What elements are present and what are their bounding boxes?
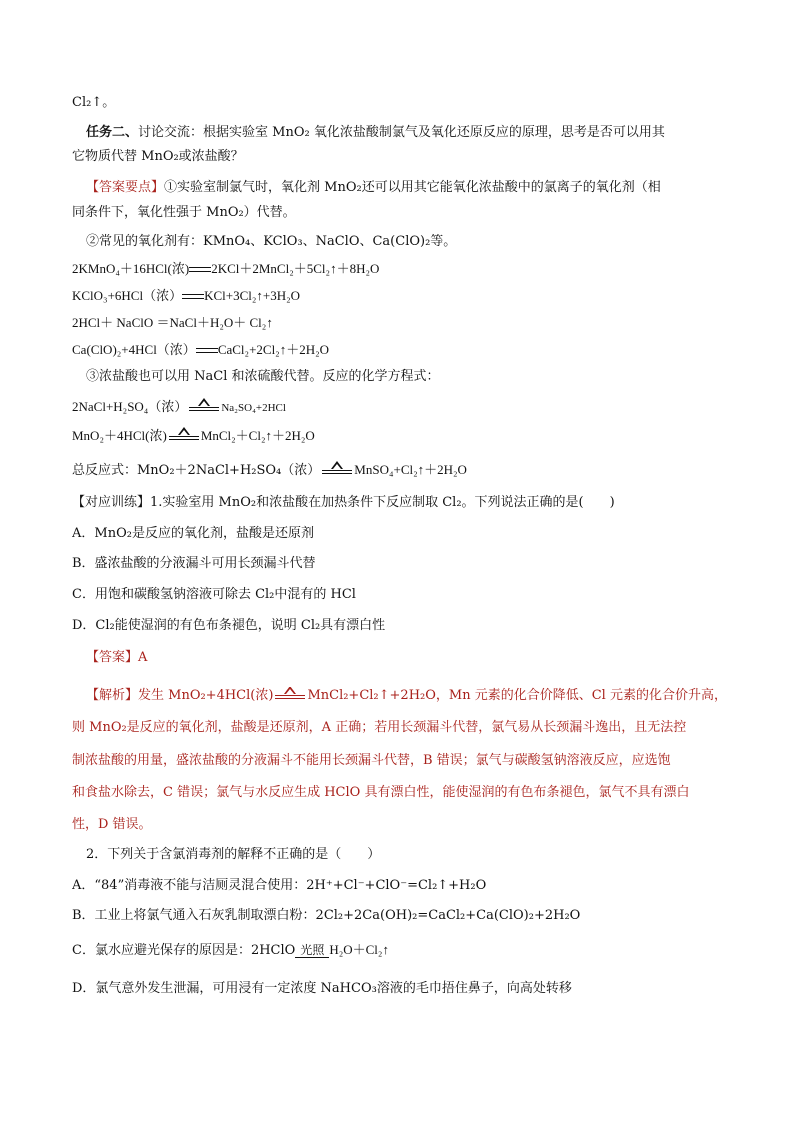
equation-left: Ca(ClO)₂+4HCl（浓） [72, 342, 196, 357]
equation-nacl-h2so4 [72, 398, 732, 417]
equation-mno2-hcl [72, 427, 732, 445]
equation-left: KClO₃+6HCl（浓） [72, 288, 183, 303]
answer-key-text: ①实验室制氯气时，氧化剂 MnO₂还可以用其它能氧化浓盐酸中的氯离子的氧化剂（相 [164, 180, 661, 195]
text-line: ②常见的氧化剂有：KMnO₄、KClO₃、NaClO、Ca(ClO)₂等。 [86, 234, 457, 249]
task-label: 任务二、 [86, 125, 139, 140]
text-line: 它物质代替 MnO₂或浓盐酸？ [72, 149, 244, 164]
option-b: B．工业上将氯气通入石灰乳制取漂白粉：2Cl₂+2Ca(OH)₂=CaCl₂+Ca(ClO)₂+2H₂O [72, 908, 581, 923]
equation-right: MnSO₄+Cl₂↑＋2H₂O [354, 462, 467, 477]
equation-kclo3 [72, 287, 732, 305]
equation-caclo2 [72, 341, 732, 359]
analysis-line-3: 制浓盐酸的用量，盛浓盐酸的分液漏斗不能用长颈漏斗代替，B 错误；氯气与碳酸氢钠溶液反应，应选饱 [72, 753, 671, 768]
analysis-line-4: 和食盐水除去，C 错误；氯气与水反应生成 HClO 具有漂白性，能使湿润的有色布条褪色，氯气不具有漂白 [72, 785, 690, 800]
exercise-1-question: 【对应训练】1.实验室用 MnO₂和浓盐酸在加热条件下反应制取 Cl₂。下列说法正确的是( ) [72, 495, 615, 510]
option-a: A．MnO₂是反应的氧化剂，盐酸是还原剂 [72, 526, 314, 541]
equation-kmno4 [72, 260, 732, 278]
equation-right: KCl+3Cl₂↑+3H₂O [204, 288, 301, 303]
answer-key-tag: 【答案要点】 [86, 180, 165, 195]
equation-right: MnCl₂＋Cl₂↑＋2H₂O [200, 428, 315, 443]
equation-naclo: 2HCl＋ NaClO ＝NaCl＋H₂O＋ Cl₂↑ [72, 315, 273, 330]
option-d: D．氯气意外发生泄漏，可用浸有一定浓度 NaHCO₃溶液的毛巾捂住鼻子，向高处转移 [72, 981, 572, 996]
light-condition-arrow [295, 944, 329, 958]
answer-line: 【答案】A [86, 650, 148, 665]
analysis-text: MnCl₂+Cl₂↑+2H₂O，Mn 元素的化合价降低、Cl 元素的化合价升高， [307, 688, 727, 703]
equation-total [72, 461, 732, 480]
option-b: B．盛浓盐酸的分液漏斗可用长颈漏斗代替 [72, 556, 316, 571]
equals-sign [189, 266, 211, 274]
analysis-text: 【解析】发生 MnO₂+4HCl(浓) [86, 688, 274, 703]
option-text: C．氯水应避光保存的原因是：2HClO [72, 943, 296, 958]
text-line: ③浓盐酸也可以用 NaCl 和浓硫酸代替。反应的化学方程式： [86, 369, 440, 384]
option-text: H₂O＋Cl₂↑ [329, 942, 389, 957]
task-two-line [86, 124, 746, 142]
equation-right: Na₂SO₄+2HCl [221, 402, 286, 414]
light-label: 光照 [300, 942, 325, 957]
analysis-line-1 [86, 687, 746, 705]
equation-left: 2KMnO₄＋16HCl(浓) [72, 261, 190, 276]
option-d: D．Cl₂能使湿润的有色布条褪色，说明 Cl₂具有漂白性 [72, 618, 386, 633]
heat-equals-icon [275, 690, 305, 702]
heat-equals-icon [322, 465, 352, 477]
heat-equals-icon [189, 402, 219, 414]
text-line: 同条件下，氧化性强于 MnO₂）代替。 [72, 205, 296, 220]
equation-left: 2NaCl+H₂SO₄（浓） [72, 399, 188, 414]
option-c [72, 941, 732, 960]
equals-sign [196, 347, 218, 355]
exercise-2-question: 2．下列关于含氯消毒剂的解释不正确的是（ ） [86, 847, 381, 862]
text-line: Cl₂↑。 [72, 95, 116, 110]
heat-equals-icon [169, 431, 199, 443]
option-c: C．用饱和碳酸氢钠溶液可除去 Cl₂中混有的 HCl [72, 587, 356, 602]
equals-sign [182, 293, 204, 301]
equation-right: 2KCl＋2MnCl₂＋5Cl₂↑＋8H₂O [211, 261, 380, 276]
task-text: 讨论交流：根据实验室 MnO₂ 氧化浓盐酸制氯气及氧化还原反应的原理，思考是否可以用其 [138, 125, 665, 140]
equation-left: MnO₂＋4HCl(浓) [72, 428, 167, 443]
analysis-line-2: 则 MnO₂是反应的氧化剂，盐酸是还原剂，A 正确；若用长颈漏斗代替，氯气易从长颈漏斗逸出，且无法控 [72, 720, 687, 735]
analysis-line-5: 性，D 错误。 [72, 817, 152, 832]
option-a: A．“84”消毒液不能与洁厕灵混合使用：2H⁺+Cl⁻+ClO⁻=Cl₂↑+H₂O [72, 878, 487, 893]
answer-key-line [86, 179, 746, 197]
equation-left: 总反应式：MnO₂＋2NaCl+H₂SO₄（浓） [72, 463, 321, 478]
equation-right: CaCl₂+2Cl₂↑＋2H₂O [217, 342, 330, 357]
